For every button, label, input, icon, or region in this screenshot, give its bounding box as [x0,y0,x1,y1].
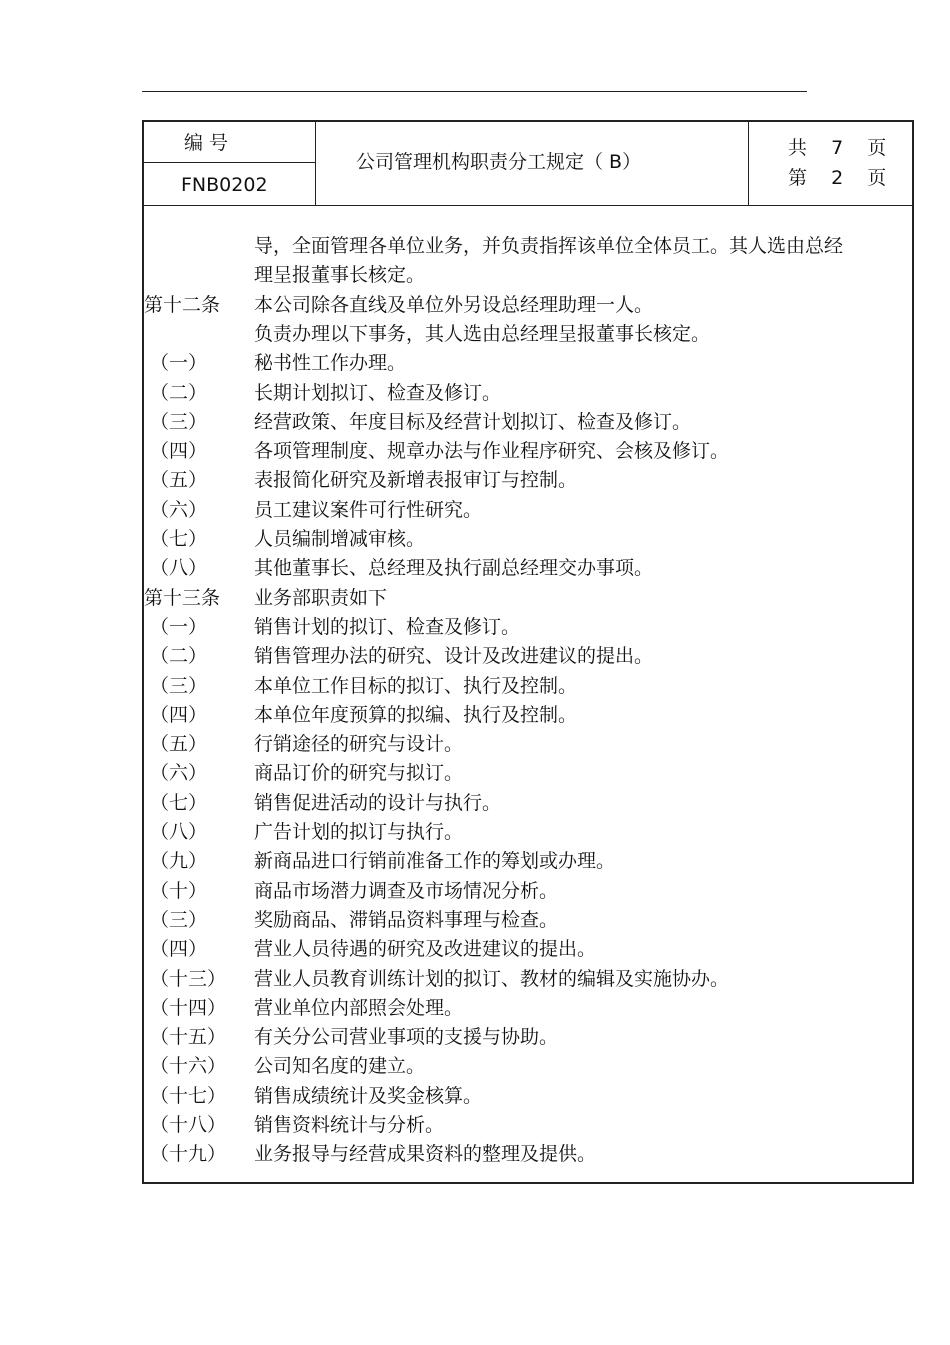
clause-text: 销售计划的拟订、检查及修订。 [254,615,521,638]
clause-label: （十九） [150,1143,227,1166]
body-line [144,410,910,434]
clause-text: 营业人员待遇的研究及改进建议的提出。 [254,938,597,961]
clause-label: （一） [150,352,208,375]
clause-label: （四） [150,440,208,463]
header-divider-left [315,122,316,205]
clause-text: 本单位工作目标的拟订、执行及控制。 [254,674,578,697]
clause-label: （十八） [150,1114,227,1136]
body-line [144,468,910,492]
body-line [144,1054,910,1078]
clause-label: （七） [150,528,208,550]
body-line [144,674,910,698]
clause-text: 业务报导与经营成果资料的整理及提供。 [254,1143,597,1166]
clause-text: 商品市场潜力调查及市场情况分析。 [254,879,559,902]
current-page-row [788,166,886,190]
body-line [144,293,910,317]
clause-text: 经营政策、年度目标及经营计划拟订、检查及修订。 [254,410,692,433]
clause-label: （十四） [150,996,227,1019]
clause-label: （七） [150,791,208,814]
body-line [144,498,910,522]
body-line [144,703,910,727]
header-divider-right [748,122,749,205]
body-line [144,615,910,639]
body-line [144,263,910,287]
clause-label: （三） [150,674,208,697]
clause-text: 理呈报董事长核定。 [254,264,426,287]
body-line [144,996,910,1020]
current-suffix: 页 [867,167,887,189]
clause-text: 有关分公司营业事项的支援与协助。 [254,1026,559,1049]
total-prefix: 共 [788,137,808,159]
total-pages-row [788,136,886,160]
body-line [144,381,910,405]
body-line [144,967,910,991]
clause-label: （十） [150,879,208,902]
body-line [144,644,910,668]
current-page: 2 [831,167,844,189]
body-line [144,908,910,932]
clause-text: 新商品进口行销前准备工作的筹划或办理。 [254,850,616,873]
total-pages: 7 [831,137,844,159]
clause-label: 第十三条 [144,586,221,609]
clause-text: 商品订价的研究与拟订。 [254,762,464,785]
clause-label: （八） [150,557,208,580]
clause-text: 销售促进活动的设计与执行。 [254,791,502,814]
clause-label: （四） [150,938,208,961]
body-line [144,439,910,463]
clause-label: （三） [150,410,208,433]
body-line [144,820,910,844]
clause-text: 负责办理以下事务，其人选由总经理呈报董事长核定。 [254,322,711,345]
document-frame [142,120,914,1184]
body-line [144,351,910,375]
code-label: 编 号 [184,132,229,154]
clause-text: 行销途径的研究与设计。 [254,733,464,756]
clause-label: （八） [150,821,208,843]
clause-label: （十六） [150,1055,227,1078]
clause-label: （六） [150,762,208,785]
clause-label: （二） [150,381,208,404]
clause-text: 其他董事长、总经理及执行副总经理交办事项。 [254,557,654,580]
clause-label: （三） [150,908,208,931]
body-line [144,732,910,756]
clause-text: 长期计划拟订、检查及修订。 [254,381,502,404]
clause-label: （五） [150,733,208,756]
body-line [144,761,910,785]
body-line [144,586,910,610]
code-divider [144,162,315,163]
current-prefix: 第 [788,167,808,189]
body-line [144,1025,910,1049]
clause-text: 广告计划的拟订与执行。 [254,821,464,843]
clause-label: （十三） [150,967,227,990]
clause-text: 业务部职责如下 [254,586,388,609]
body-line [144,556,910,580]
body-line [144,1113,910,1137]
clause-text: 营业单位内部照会处理。 [254,996,464,1019]
body-line [144,937,910,961]
clause-text: 秘书性工作办理。 [254,352,407,375]
clause-text: 本公司除各直线及单位外另设总经理助理一人。 [254,293,654,316]
document-title: 公司管理机构职责分工规定（ B） [356,151,642,173]
body-line [144,849,910,873]
clause-label: （二） [150,645,208,668]
top-rule [142,91,807,92]
clause-text: 人员编制增减审核。 [254,528,426,550]
clause-text: 销售成绩统计及奖金核算。 [254,1084,483,1107]
clause-label: （五） [150,469,208,492]
clause-text: 奖励商品、滞销品资料事理与检查。 [254,908,559,931]
body-line [144,791,910,815]
clause-label: （一） [150,615,208,638]
clause-label: 第十二条 [144,293,221,316]
body-line [144,879,910,903]
clause-text: 销售资料统计与分析。 [254,1114,445,1136]
clause-label: （十七） [150,1084,227,1107]
body-line [144,234,910,258]
code-value: FNB0202 [181,174,268,196]
header-bottom-rule [144,205,912,206]
body-line [144,1084,910,1108]
clause-text: 公司知名度的建立。 [254,1055,426,1078]
clause-text: 表报简化研究及新增表报审订与控制。 [254,469,578,492]
clause-text: 导，全面管理各单位业务，并负责指挥该单位全体员工。其人选由总经 [254,235,844,257]
body-line [144,527,910,551]
total-suffix: 页 [867,137,887,159]
clause-text: 员工建议案件可行性研究。 [254,498,483,521]
clause-text: 销售管理办法的研究、设计及改进建议的提出。 [254,645,654,668]
clause-text: 本单位年度预算的拟编、执行及控制。 [254,703,578,726]
clause-label: （六） [150,498,208,521]
body-line [144,322,910,346]
clause-label: （九） [150,850,208,873]
clause-label: （四） [150,703,208,726]
clause-text: 营业人员教育训练计划的拟订、教材的编辑及实施协办。 [254,967,730,990]
clause-text: 各项管理制度、规章办法与作业程序研究、会核及修订。 [254,440,730,463]
body-line [144,1142,910,1166]
clause-label: （十五） [150,1026,227,1049]
